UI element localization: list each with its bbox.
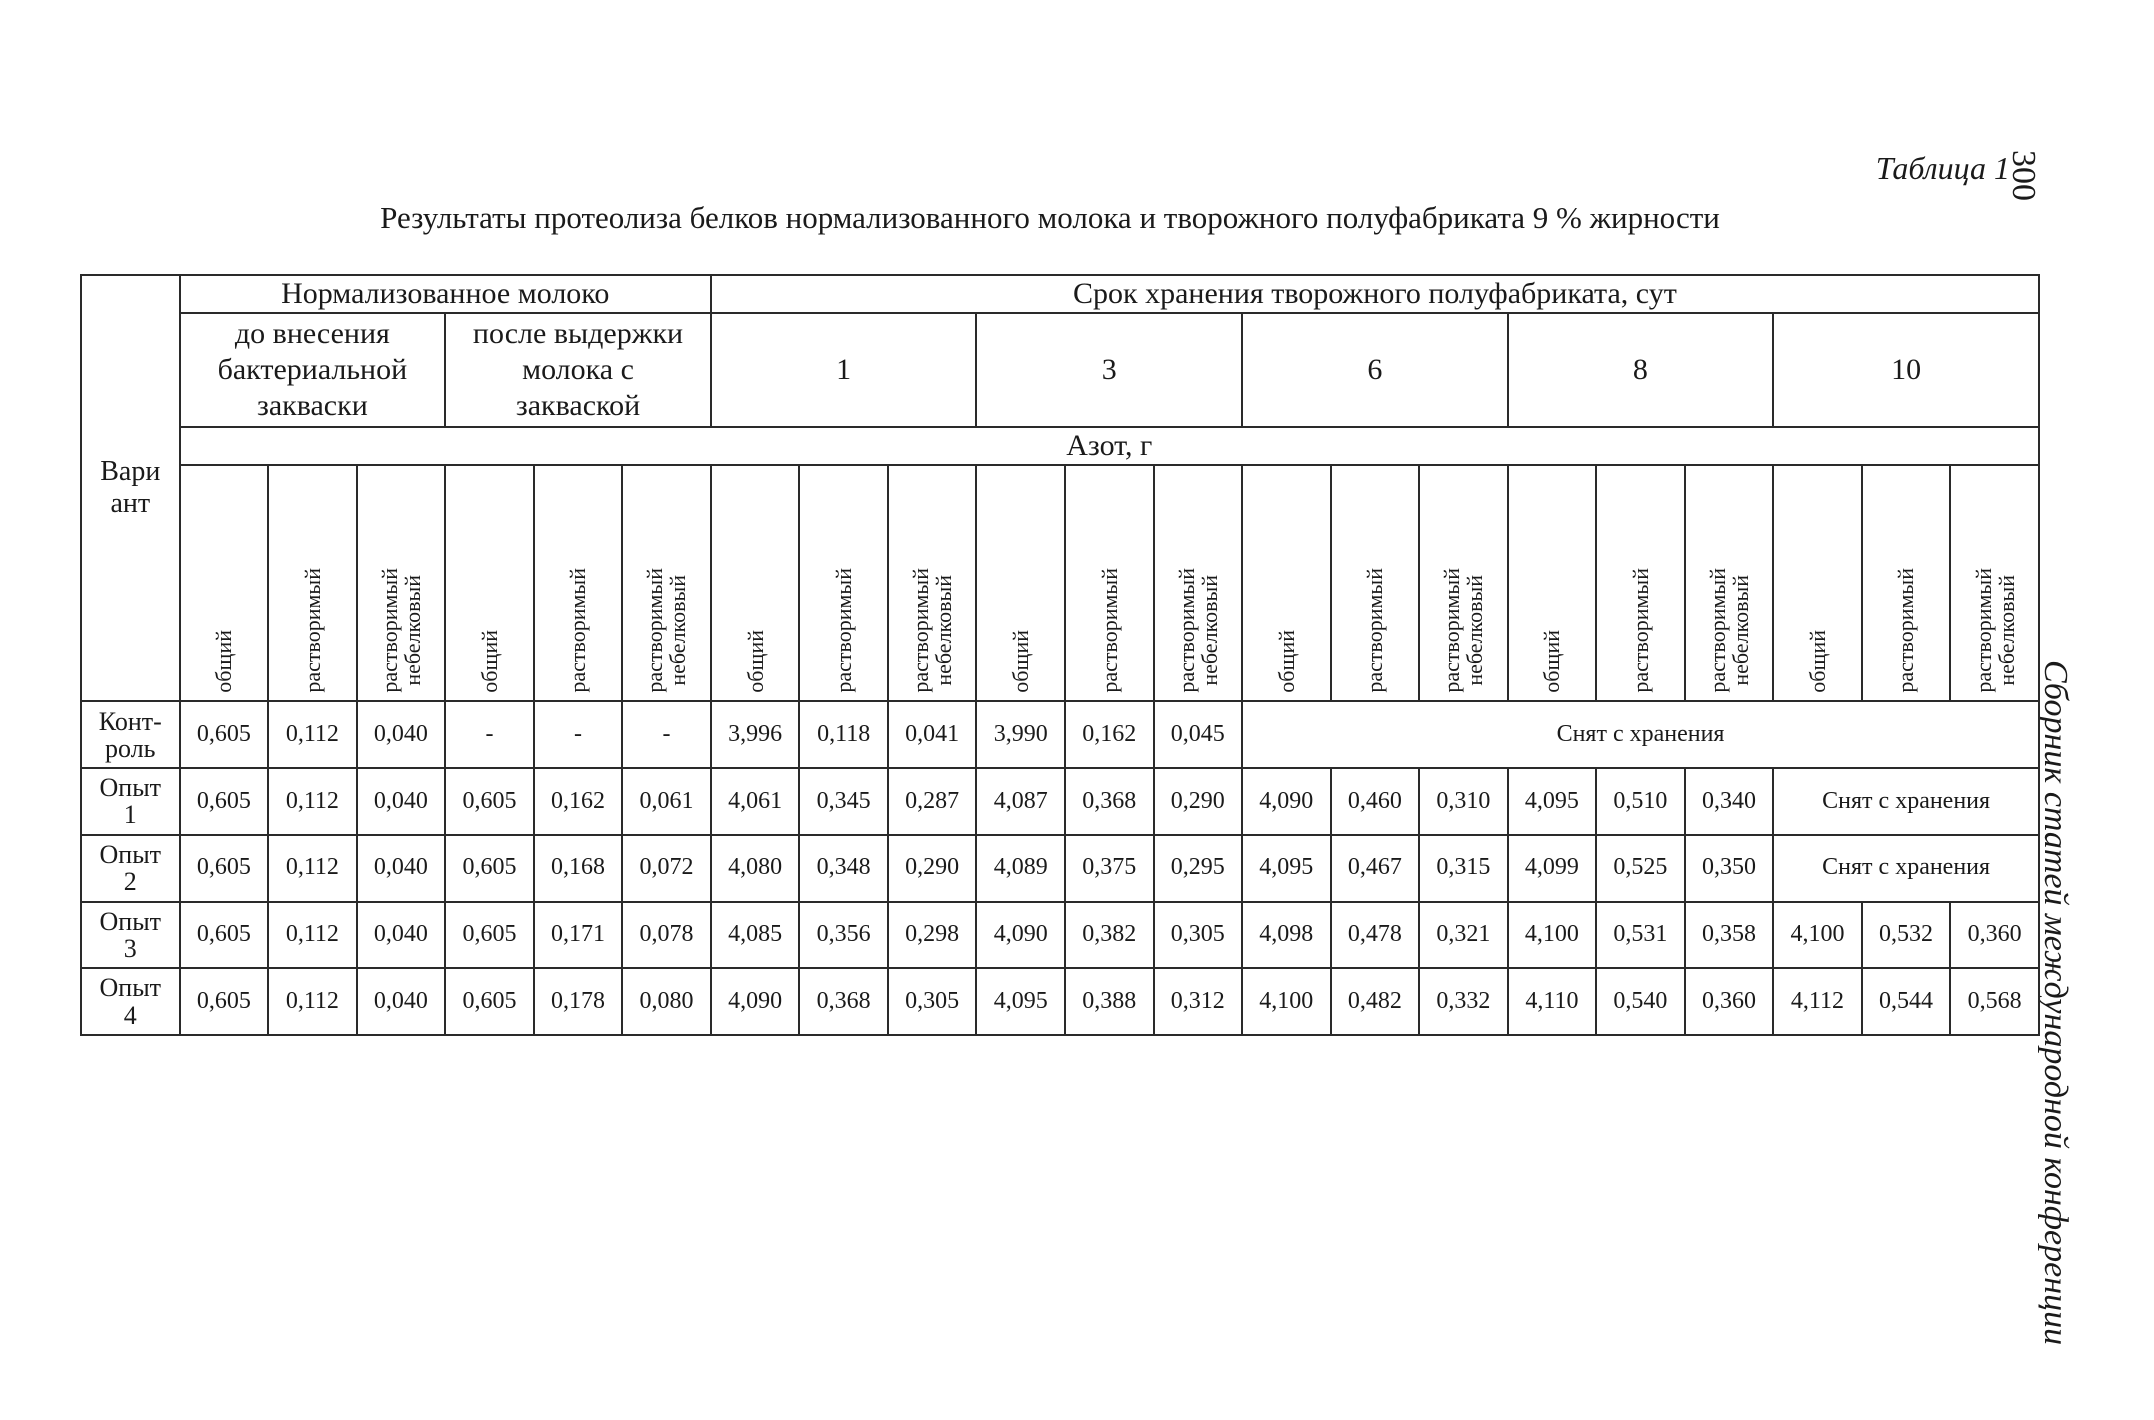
subheader-label: растворимый: [299, 568, 325, 693]
value-cell: 0,368: [1065, 768, 1154, 835]
subheader-soluble-nonprotein: [622, 465, 711, 701]
subheader-soluble-nonprotein: [357, 465, 446, 701]
value-cell: 0,345: [799, 768, 888, 835]
subheader-total: [1508, 465, 1597, 701]
value-cell: 0,605: [180, 968, 269, 1035]
value-cell: 0,467: [1331, 835, 1420, 902]
value-cell: 4,100: [1508, 902, 1597, 969]
subheader-label: растворимый: [1362, 568, 1388, 693]
results-table: [80, 274, 2040, 1036]
subheader-soluble-nonprotein: [1685, 465, 1774, 701]
value-cell: 0,080: [622, 968, 711, 1035]
value-cell: 0,112: [268, 968, 357, 1035]
table-row: [81, 968, 2039, 1035]
subheader-label: растворимый небелковый: [1173, 568, 1222, 693]
subheader-label: растворимый небелковый: [642, 568, 691, 693]
subheader-label: общий: [1539, 630, 1565, 693]
subheader-soluble-nonprotein: [888, 465, 977, 701]
value-cell: 4,080: [711, 835, 800, 902]
value-cell: 0,605: [445, 968, 534, 1035]
value-cell: 0,040: [357, 968, 446, 1035]
value-cell: 4,110: [1508, 968, 1597, 1035]
value-cell: 0,360: [1685, 968, 1774, 1035]
value-cell: 0,118: [799, 701, 888, 768]
value-cell: 4,090: [1242, 768, 1331, 835]
value-cell: 0,388: [1065, 968, 1154, 1035]
subheader-label: общий: [1273, 630, 1299, 693]
table-row: [81, 768, 2039, 835]
subheader-label: растворимый: [565, 568, 591, 693]
value-cell: 4,100: [1773, 902, 1862, 969]
subheader-label: растворимый небелковый: [908, 568, 957, 693]
value-cell: 0,287: [888, 768, 977, 835]
value-cell: 0,356: [799, 902, 888, 969]
value-cell: 0,112: [268, 835, 357, 902]
value-cell: 0,350: [1685, 835, 1774, 902]
subheader-label: растворимый: [1627, 568, 1653, 693]
subheader-soluble: [1331, 465, 1420, 701]
value-cell: 0,290: [888, 835, 977, 902]
milk-before-header: до внесения бактериальной закваски: [180, 313, 446, 426]
table-title: Результаты протеолиза белков нормализованного молока и творожного полуфабриката 9 % жирности: [380, 200, 1720, 235]
value-cell: -: [445, 701, 534, 768]
value-cell: 0,310: [1419, 768, 1508, 835]
value-cell: 0,112: [268, 701, 357, 768]
day-header: 3: [976, 313, 1242, 426]
value-cell: 4,090: [976, 902, 1065, 969]
subheader-soluble: [1065, 465, 1154, 701]
milk-after-header: после выдержки молока с закваской: [445, 313, 711, 426]
value-cell: 0,605: [445, 768, 534, 835]
removed-from-storage-cell: Снят с хранения: [1773, 768, 2039, 835]
value-cell: 4,087: [976, 768, 1065, 835]
value-cell: 0,112: [268, 902, 357, 969]
value-cell: 0,568: [1950, 968, 2039, 1035]
value-cell: 0,332: [1419, 968, 1508, 1035]
value-cell: 0,040: [357, 701, 446, 768]
row-label: Опыт 4: [81, 968, 180, 1035]
subheader-total: [711, 465, 800, 701]
value-cell: 0,321: [1419, 902, 1508, 969]
value-cell: 4,095: [976, 968, 1065, 1035]
value-cell: 0,482: [1331, 968, 1420, 1035]
value-cell: 3,996: [711, 701, 800, 768]
subheader-label: общий: [476, 630, 502, 693]
removed-from-storage-cell: Снят с хранения: [1242, 701, 2039, 768]
value-cell: -: [622, 701, 711, 768]
value-cell: 4,089: [976, 835, 1065, 902]
value-cell: 0,040: [357, 902, 446, 969]
value-cell: 0,305: [888, 968, 977, 1035]
value-cell: 0,375: [1065, 835, 1154, 902]
value-cell: 0,510: [1596, 768, 1685, 835]
subheader-total: [445, 465, 534, 701]
subheader-total: [1773, 465, 1862, 701]
value-cell: 4,112: [1773, 968, 1862, 1035]
table-row: [81, 902, 2039, 969]
subheader-label: растворимый небелковый: [376, 568, 425, 693]
value-cell: 4,099: [1508, 835, 1597, 902]
value-cell: 0,360: [1950, 902, 2039, 969]
value-cell: 0,605: [180, 768, 269, 835]
subheader-label: растворимый: [1893, 568, 1919, 693]
subheader-soluble: [534, 465, 623, 701]
page-number: 300: [2005, 150, 2042, 201]
day-header: 6: [1242, 313, 1508, 426]
value-cell: 0,312: [1154, 968, 1243, 1035]
subheader-label: общий: [1008, 630, 1034, 693]
value-cell: 0,295: [1154, 835, 1243, 902]
value-cell: 0,605: [445, 902, 534, 969]
subheader-soluble: [1596, 465, 1685, 701]
value-cell: -: [534, 701, 623, 768]
value-cell: 0,162: [534, 768, 623, 835]
row-label: Опыт 2: [81, 835, 180, 902]
value-cell: 4,085: [711, 902, 800, 969]
value-cell: 0,340: [1685, 768, 1774, 835]
row-label: Опыт 3: [81, 902, 180, 969]
value-cell: 0,168: [534, 835, 623, 902]
value-cell: 4,061: [711, 768, 800, 835]
subheader-label: растворимый: [831, 568, 857, 693]
row-label: Конт- роль: [81, 701, 180, 768]
variant-header: Вари ант: [81, 275, 180, 701]
subheader-soluble-nonprotein: [1950, 465, 2039, 701]
subheader-label: общий: [742, 630, 768, 693]
value-cell: 0,315: [1419, 835, 1508, 902]
value-cell: 0,605: [445, 835, 534, 902]
value-cell: 0,078: [622, 902, 711, 969]
value-cell: 0,605: [180, 701, 269, 768]
value-cell: 4,095: [1508, 768, 1597, 835]
value-cell: 4,098: [1242, 902, 1331, 969]
value-cell: 4,095: [1242, 835, 1331, 902]
value-cell: 0,112: [268, 768, 357, 835]
value-cell: 0,178: [534, 968, 623, 1035]
subheader-soluble-nonprotein: [1419, 465, 1508, 701]
day-header: 1: [711, 313, 977, 426]
table-label: Таблица 1: [1875, 150, 2010, 186]
subheader-label: растворимый небелковый: [1970, 568, 2019, 693]
value-cell: 0,460: [1331, 768, 1420, 835]
day-header: 10: [1773, 313, 2039, 426]
value-cell: 0,358: [1685, 902, 1774, 969]
subheader-soluble-nonprotein: [1154, 465, 1243, 701]
value-cell: 0,368: [799, 968, 888, 1035]
subheader-label: растворимый: [1096, 568, 1122, 693]
nitrogen-header: Азот, г: [180, 427, 2039, 465]
value-cell: 0,045: [1154, 701, 1243, 768]
value-cell: 0,072: [622, 835, 711, 902]
subheader-label: растворимый небелковый: [1439, 568, 1488, 693]
storage-group-header: Срок хранения творожного полуфабриката, сут: [711, 275, 2039, 313]
value-cell: 0,171: [534, 902, 623, 969]
subheader-soluble: [799, 465, 888, 701]
value-cell: 0,478: [1331, 902, 1420, 969]
table-row: [81, 835, 2039, 902]
value-cell: 0,605: [180, 902, 269, 969]
subheader-soluble: [1862, 465, 1951, 701]
value-cell: 3,990: [976, 701, 1065, 768]
value-cell: 0,348: [799, 835, 888, 902]
value-cell: 0,544: [1862, 968, 1951, 1035]
value-cell: 0,298: [888, 902, 977, 969]
row-label: Опыт 1: [81, 768, 180, 835]
subheader-label: растворимый небелковый: [1704, 568, 1753, 693]
value-cell: 0,290: [1154, 768, 1243, 835]
value-cell: 0,382: [1065, 902, 1154, 969]
subheader-total: [1242, 465, 1331, 701]
value-cell: 0,531: [1596, 902, 1685, 969]
side-caption: Сборник статей международной конференции: [2037, 660, 2074, 1346]
value-cell: 0,525: [1596, 835, 1685, 902]
value-cell: 0,040: [357, 835, 446, 902]
value-cell: 0,305: [1154, 902, 1243, 969]
value-cell: 0,041: [888, 701, 977, 768]
value-cell: 4,090: [711, 968, 800, 1035]
value-cell: 0,540: [1596, 968, 1685, 1035]
subheader-label: общий: [211, 630, 237, 693]
removed-from-storage-cell: Снят с хранения: [1773, 835, 2039, 902]
value-cell: 4,100: [1242, 968, 1331, 1035]
value-cell: 0,040: [357, 768, 446, 835]
subheader-soluble: [268, 465, 357, 701]
value-cell: 0,162: [1065, 701, 1154, 768]
value-cell: 0,605: [180, 835, 269, 902]
value-cell: 0,061: [622, 768, 711, 835]
value-cell: 0,532: [1862, 902, 1951, 969]
milk-group-header: Нормализованное молоко: [180, 275, 711, 313]
subheader-label: общий: [1804, 630, 1830, 693]
day-header: 8: [1508, 313, 1774, 426]
subheader-total: [976, 465, 1065, 701]
subheader-total: [180, 465, 269, 701]
table-row: [81, 701, 2039, 768]
